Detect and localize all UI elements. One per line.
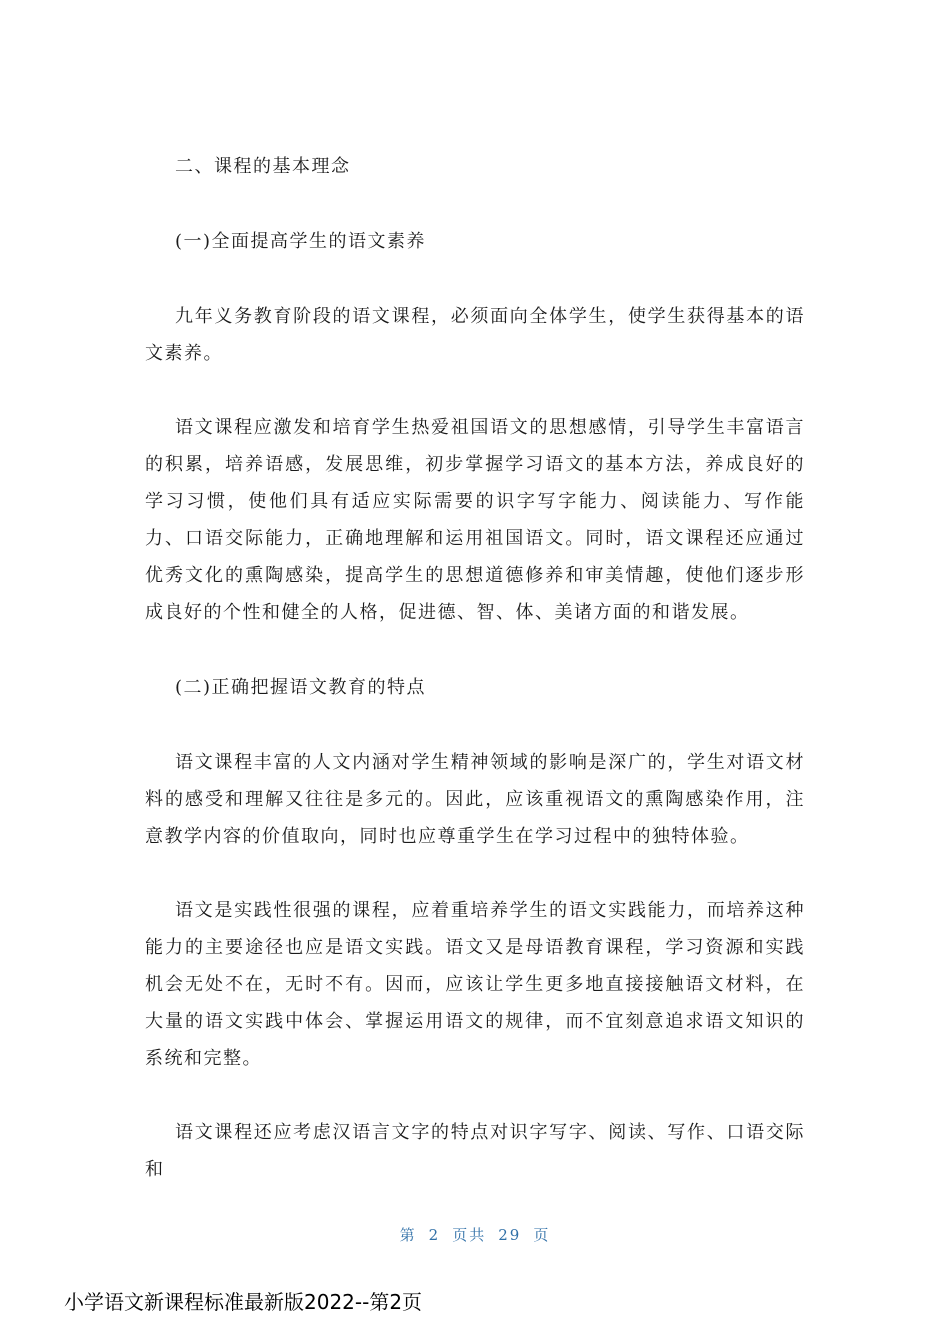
section-title: 二、课程的基本理念: [175, 156, 351, 177]
page-number-footer: [0, 1224, 950, 1245]
paragraph-1: 九年义务教育阶段的语文课程，必须面向全体学生，使学生获得基本的语文素养。: [145, 306, 805, 364]
footer-ye: 页: [533, 1226, 551, 1244]
document-caption: 小学语文新课程标准最新版2022--第2页: [64, 1290, 423, 1314]
paragraph-4: 语文是实践性很强的课程，应着重培养学生的语文实践能力，而培养这种能力的主要途径也应是语文实践。语文又是母语教育课程，学习资源和实践机会无处不在，无时不有。因而，应该让学生更多地直接接触语文材料，在大量的语文实践中体会、掌握运用语文的规律，而不宜刻意追求语文知识的系统和完整。: [145, 900, 805, 1069]
page-content: [145, 148, 805, 1188]
subsection-title-1: (一)全面提高学生的语文素养: [175, 231, 427, 252]
subsection-title-2: (二)正确把握语文教育的特点: [175, 677, 427, 698]
footer-ye-gong: 页共: [452, 1226, 487, 1244]
paragraph-3: 语文课程丰富的人文内涵对学生精神领域的影响是深广的，学生对语文材料的感受和理解又往往是多元的。因此，应该重视语文的熏陶感染作用，注意教学内容的价值取向，同时也应尊重学生在学习过程中的独特体验。: [145, 752, 805, 847]
footer-page-number: 2: [428, 1226, 441, 1244]
paragraph-2: 语文课程应激发和培育学生热爱祖国语文的思想感情，引导学生丰富语言的积累，培养语感，发展思维，初步掌握学习语文的基本方法，养成良好的学习习惯，使他们具有适应实际需要的识字写字能力、阅读能力、写作能力、口语交际能力，正确地理解和运用祖国语文。同时，语文课程还应通过优秀文化的熏陶感染，提高学生的思想道德修养和审美情趣，使他们逐步形成良好的个性和健全的人格，促进德、智、体、美诸方面的和谐发展。: [145, 417, 805, 623]
paragraph-5: 语文课程还应考虑汉语言文字的特点对识字写字、阅读、写作、口语交际和: [145, 1122, 805, 1180]
footer-di: 第: [399, 1226, 417, 1244]
footer-total-pages: 29: [498, 1226, 522, 1244]
